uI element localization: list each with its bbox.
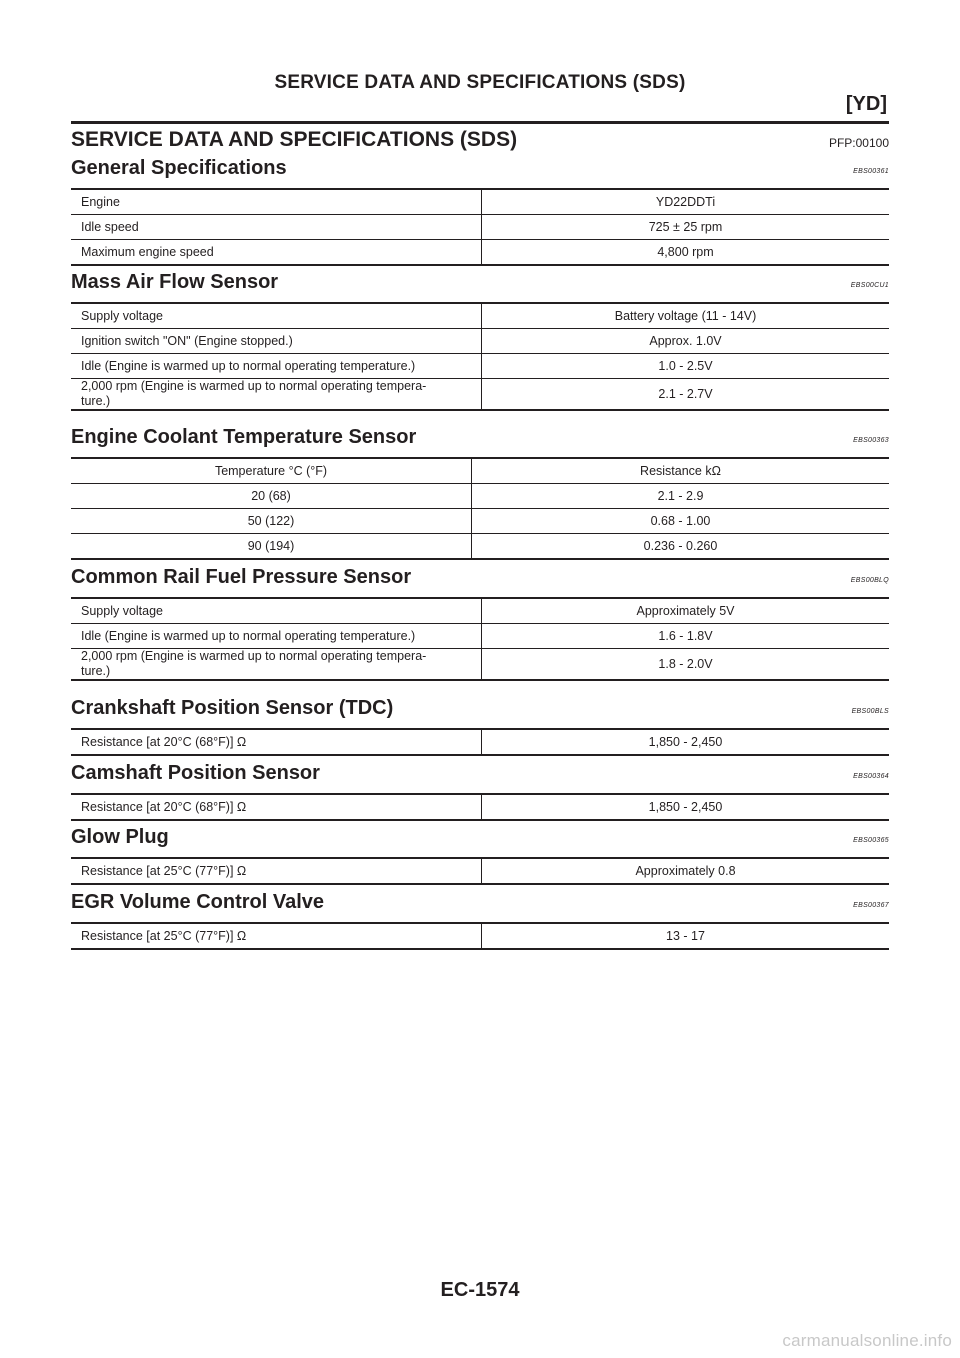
spec-table — [71, 793, 889, 821]
section-code: EBS00361 — [853, 168, 889, 175]
spec-table — [71, 597, 889, 681]
table-row — [71, 649, 889, 681]
row-label: Resistance [at 25°C (77°F)] Ω — [71, 923, 482, 949]
row-value: 1.0 - 2.5V — [482, 354, 890, 379]
page-header-title: SERVICE DATA AND SPECIFICATIONS (SDS) — [274, 72, 686, 93]
section-code: EBS00BLS — [851, 708, 889, 715]
table-row — [71, 189, 889, 215]
section-code: EBS00CU1 — [850, 282, 889, 289]
section-general-specifications — [71, 154, 889, 266]
section-code: EBS00BLQ — [850, 577, 889, 584]
section-title: EGR Volume Control Valve — [71, 891, 325, 913]
section-head — [71, 268, 889, 302]
section-title: Crankshaft Position Sensor (TDC) — [71, 697, 394, 719]
section-title: Common Rail Fuel Pressure Sensor — [71, 566, 412, 588]
row-label: Idle speed — [71, 215, 482, 240]
section-title: Glow Plug — [71, 826, 169, 848]
spec-table — [71, 728, 889, 756]
spec-table — [71, 302, 889, 411]
section-mass-air-flow-sensor — [71, 268, 889, 411]
table-row — [71, 240, 889, 266]
main-title: SERVICE DATA AND SPECIFICATIONS (SDS) — [71, 128, 518, 151]
table-row — [71, 794, 889, 820]
row-label: 90 (194) — [71, 534, 472, 560]
section-title: Mass Air Flow Sensor — [71, 271, 279, 293]
table-header-row — [71, 458, 889, 484]
row-label: Idle (Engine is warmed up to normal operating temperature.) — [71, 624, 482, 649]
engine-tag: [YD] — [845, 93, 887, 115]
row-label — [71, 379, 482, 411]
page-number: EC-1574 — [440, 1279, 520, 1301]
row-value: 2.1 - 2.7V — [482, 379, 890, 411]
row-value: Approximately 0.8 — [635, 864, 736, 878]
row-label: Resistance [at 20°C (68°F)] Ω — [71, 794, 482, 820]
row-label-line: ture.) — [81, 394, 111, 408]
section-title: Engine Coolant Temperature Sensor — [71, 426, 417, 448]
row-value: 1.8 - 2.0V — [482, 649, 890, 681]
spec-table — [71, 922, 889, 950]
section-head — [71, 154, 889, 188]
table-row — [71, 509, 889, 534]
spec-table — [71, 188, 889, 266]
section-head — [71, 759, 889, 793]
table-row — [71, 303, 889, 329]
row-label-line: ture.) — [81, 664, 111, 678]
section-crankshaft-position-sensor — [71, 694, 889, 756]
section-code: EBS00364 — [853, 773, 889, 780]
row-value: 725 ± 25 rpm — [482, 215, 890, 240]
row-label: Maximum engine speed — [71, 240, 482, 266]
row-value: Approx. 1.0V — [482, 329, 890, 354]
row-label: Idle (Engine is warmed up to normal operating temperature.) — [71, 354, 482, 379]
row-label-line: 2,000 rpm (Engine is warmed up to normal operating tempera- — [81, 379, 427, 393]
spec-table — [71, 857, 889, 885]
section-head — [71, 888, 889, 922]
watermark-link[interactable]: carmanualsonline.info — [782, 1331, 952, 1350]
row-label: Engine — [71, 189, 482, 215]
row-label: Resistance [at 20°C (68°F)] Ω — [71, 729, 482, 755]
table-row — [71, 534, 889, 560]
row-label: Supply voltage — [71, 598, 482, 624]
table-row — [71, 215, 889, 240]
section-glow-plug — [71, 823, 889, 885]
section-title: Camshaft Position Sensor — [71, 762, 320, 784]
table-row — [71, 354, 889, 379]
row-value: 4,800 rpm — [482, 240, 890, 266]
row-label: Resistance [at 25°C (77°F)] Ω — [71, 858, 482, 884]
table-row — [71, 598, 889, 624]
section-head — [71, 563, 889, 597]
row-value: 1.6 - 1.8V — [482, 624, 890, 649]
row-value: Approximately 5V — [636, 604, 735, 618]
row-value: 13 - 17 — [666, 929, 705, 943]
section-egr-volume-control-valve — [71, 888, 889, 950]
section-camshaft-position-sensor — [71, 759, 889, 821]
row-label-line: 2,000 rpm (Engine is warmed up to normal operating tempera- — [81, 649, 427, 663]
row-value: Battery voltage (11 - 14V) — [614, 309, 757, 323]
section-code: EBS00367 — [853, 902, 889, 909]
table-row — [71, 484, 889, 509]
table-row — [71, 923, 889, 949]
row-label — [71, 649, 482, 681]
row-value: 2.1 - 2.9 — [472, 484, 890, 509]
section-head — [71, 823, 889, 857]
main-title-row — [71, 128, 889, 154]
spec-table — [71, 457, 889, 560]
table-row — [71, 729, 889, 755]
header-rule — [71, 121, 889, 124]
section-head — [71, 694, 889, 728]
table-row — [71, 379, 889, 411]
section-code: EBS00363 — [853, 437, 889, 444]
pfp-code: PFP:00100 — [828, 136, 889, 150]
row-value: 1,850 - 2,450 — [648, 800, 723, 814]
row-value: YD22DDTi — [655, 195, 716, 209]
section-common-rail-fuel-pressure-sensor — [71, 563, 889, 681]
row-label: 20 (68) — [71, 484, 472, 509]
section-engine-coolant-temperature-sensor — [71, 423, 889, 560]
row-value: 0.68 - 1.00 — [472, 509, 890, 534]
section-title: General Specifications — [71, 157, 287, 179]
table-row — [71, 858, 889, 884]
table-row — [71, 624, 889, 649]
column-header-resistance: Resistance kΩ — [640, 464, 721, 478]
row-label: 50 (122) — [71, 509, 472, 534]
row-label: Supply voltage — [71, 303, 482, 329]
row-value: 1,850 - 2,450 — [648, 735, 723, 749]
row-label: Ignition switch "ON" (Engine stopped.) — [71, 329, 482, 354]
section-code: EBS00365 — [853, 837, 889, 844]
column-header-temperature: Temperature °C (°F) — [71, 458, 472, 484]
table-row — [71, 329, 889, 354]
row-value: 0.236 - 0.260 — [472, 534, 890, 560]
section-head — [71, 423, 889, 457]
